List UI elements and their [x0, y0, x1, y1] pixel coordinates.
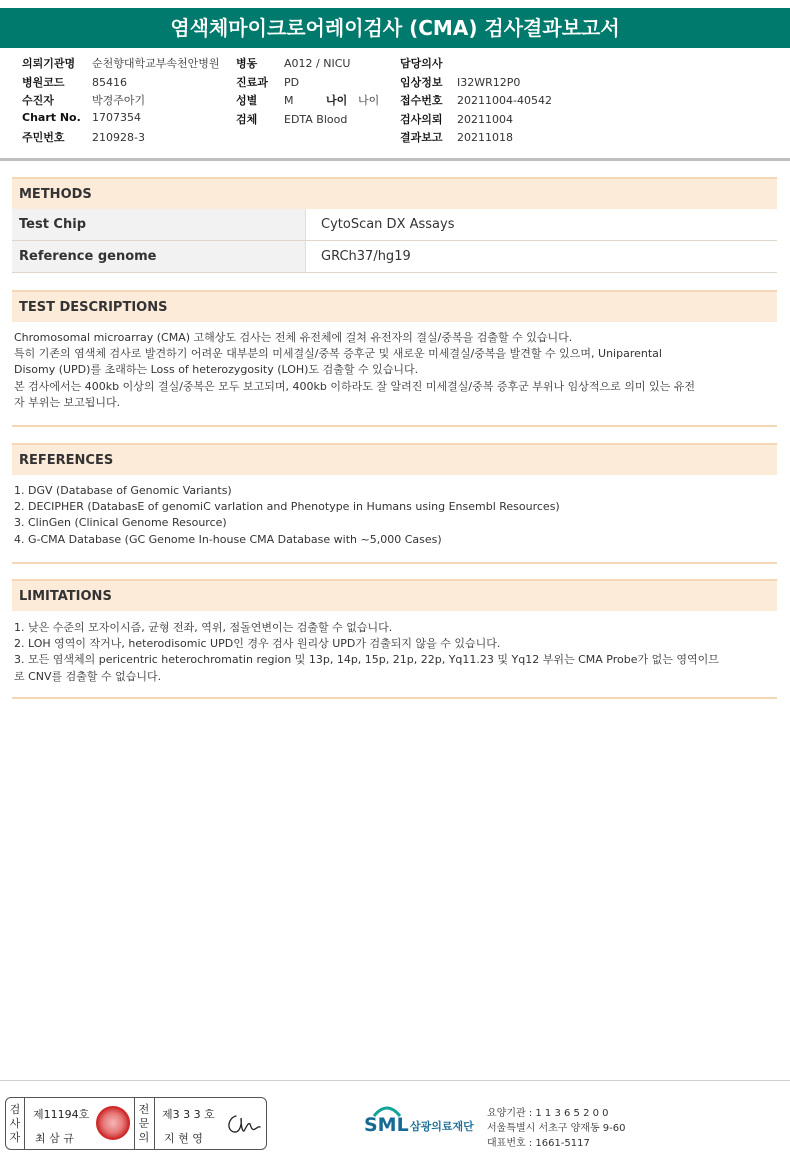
- info-row: [22, 92, 220, 111]
- methods-value: GRCh37/hg19: [305, 241, 777, 272]
- info-row: [236, 92, 379, 111]
- reference-item: 4. G-CMA Database (GC Genome In-house CMA Database with ~5,000 Cases): [14, 532, 442, 546]
- confirmer-label: 전문의: [138, 1103, 150, 1144]
- care-code: 요양기관 : 1 1 3 6 5 2 0 0: [487, 1108, 609, 1119]
- patient-info: [0, 55, 790, 155]
- info-label: 병동: [236, 57, 258, 70]
- info-label: 결과보고: [400, 131, 443, 145]
- info-value: 20211004: [457, 112, 513, 126]
- info-label: 주민번호: [22, 131, 65, 145]
- address: 서울특별시 서초구 양재동 9-60: [487, 1123, 626, 1134]
- confirmer-name: 지 현 영: [164, 1132, 203, 1145]
- test-descriptions-text: [14, 330, 778, 411]
- examiner-seal: [96, 1106, 130, 1140]
- info-row: [400, 111, 552, 130]
- divider: [134, 1098, 135, 1149]
- references-list: [14, 483, 778, 548]
- limitations-list: [14, 620, 778, 685]
- logo-text: SML: [364, 1114, 409, 1136]
- info-row: [400, 92, 552, 111]
- limitation-item: 3. 모든 염색체의 pericentric heterochromatin region 및 13p, 14p, 15p, 21p, 22p, Yq11.23 및 Yq12 부위는 CMA Probe가 없는 영역이므: [14, 653, 719, 667]
- info-value: 1707354: [92, 110, 141, 124]
- confirmer-license: 제3 3 3 호: [162, 1108, 215, 1121]
- info-row: [22, 74, 220, 93]
- examiner-license: 제11194호: [33, 1108, 90, 1121]
- age-label: 나이: [326, 94, 348, 108]
- info-value: 20211018: [457, 131, 513, 145]
- signature: [224, 1110, 262, 1138]
- info-label: 검사의뢰: [400, 112, 443, 126]
- section-divider: [12, 425, 777, 427]
- limitation-item: 1. 낮은 수준의 모자이시즘, 균형 전좌, 역위, 점돌연변이는 검출할 수 없습니다.: [14, 621, 393, 634]
- text-line: 본 검사에서는 400kb 이상의 결실/중복은 모두 보고되며, 400kb 이하라도 잘 알려진 미세결실/중복 증후군 부위나 임상적으로 의미 있는 유전: [14, 379, 695, 393]
- reference-item: 1. DGV (Database of Genomic Variants): [14, 484, 232, 497]
- test-descriptions-heading: TEST DESCRIPTIONS: [12, 290, 777, 322]
- info-label: 임상정보: [400, 75, 443, 89]
- header-divider: [0, 158, 790, 161]
- references-heading: REFERENCES: [12, 443, 777, 475]
- examiner-name: 최 삼 규: [35, 1132, 74, 1145]
- text-line: Chromosomal microarray (CMA) 고해상도 검사는 전체 유전체에 걸쳐 유전자의 결실/중복을 검출할 수 있습니다.: [14, 331, 573, 344]
- reference-item: 3. ClinGen (Clinical Genome Resource): [14, 516, 227, 530]
- info-label: 담당의사: [400, 57, 443, 70]
- methods-label: Test Chip: [12, 209, 305, 240]
- methods-value: CytoScan DX Assays: [305, 209, 777, 240]
- info-row: [236, 74, 379, 93]
- info-label: Chart No.: [22, 110, 81, 124]
- info-label: 성별: [236, 94, 258, 108]
- methods-row-reference-genome: [12, 241, 777, 273]
- info-label: 수진자: [22, 94, 54, 108]
- info-value: A012 / NICU: [284, 57, 351, 70]
- info-value: I32WR12P0: [457, 75, 521, 89]
- patient-col-1: [22, 55, 220, 148]
- footer-divider: [0, 1080, 790, 1081]
- report-title: 염색체마이크로어레이검사 (CMA) 검사결과보고서: [0, 8, 790, 48]
- info-value: 20211004-40542: [457, 94, 552, 108]
- info-value: M: [284, 94, 294, 108]
- text-line: Disomy (UPD)를 초래하는 Loss of heterozygosity (LOH)도 검출할 수 있습니다.: [14, 363, 419, 377]
- info-value: 210928-3: [92, 131, 145, 145]
- info-row: [22, 129, 220, 148]
- section-divider: [12, 697, 777, 699]
- info-label: 병원코드: [22, 75, 65, 89]
- info-label: 진료과: [236, 75, 268, 89]
- text-line: 특히 기존의 염색체 검사로 발견하기 어려운 대부분의 미세결실/중복 증후군 및 새로운 미세결실/중복을 발견할 수 있으며, Uniparental: [14, 347, 662, 361]
- age-value: 나이: [358, 94, 380, 108]
- info-row: [236, 111, 379, 130]
- info-value: PD: [284, 75, 300, 89]
- methods-row-test-chip: [12, 209, 777, 241]
- info-value: 85416: [92, 75, 127, 89]
- methods-label: Reference genome: [12, 241, 305, 272]
- signature-box: [5, 1097, 267, 1150]
- info-row: [22, 111, 220, 130]
- patient-col-2: [236, 55, 379, 129]
- methods-heading: METHODS: [12, 177, 777, 209]
- examiner-label: 검사자: [9, 1103, 21, 1144]
- info-row: [400, 129, 552, 148]
- info-value: 박경주아기: [92, 94, 146, 108]
- text-line: 자 부위는 보고됩니다.: [14, 395, 121, 409]
- info-label: 의뢰기관명: [22, 57, 76, 70]
- divider: [154, 1098, 155, 1149]
- info-row: [22, 55, 220, 74]
- patient-col-3: [400, 55, 552, 148]
- info-row: [400, 74, 552, 93]
- info-row: [400, 55, 552, 74]
- info-label: 검체: [236, 112, 258, 126]
- info-value: 순천향대학교부속천안병원: [92, 57, 220, 70]
- phone: 대표번호 : 1661-5117: [487, 1138, 590, 1149]
- limitation-item: 로 CNV를 검출할 수 없습니다.: [14, 669, 162, 683]
- info-label: 접수번호: [400, 94, 443, 108]
- info-value: EDTA Blood: [284, 112, 348, 126]
- org-name: 삼광의료재단: [410, 1120, 474, 1133]
- section-divider: [12, 562, 777, 564]
- limitations-heading: LIMITATIONS: [12, 579, 777, 611]
- divider: [24, 1098, 25, 1149]
- reference-item: 2. DECIPHER (DatabasE of genomiC varIation and Phenotype in Humans using Ensembl Resources): [14, 500, 560, 514]
- limitation-item: 2. LOH 영역이 작거나, heterodisomic UPD인 경우 검사 원리상 UPD가 검출되지 않을 수 있습니다.: [14, 637, 501, 651]
- info-row: [236, 55, 379, 74]
